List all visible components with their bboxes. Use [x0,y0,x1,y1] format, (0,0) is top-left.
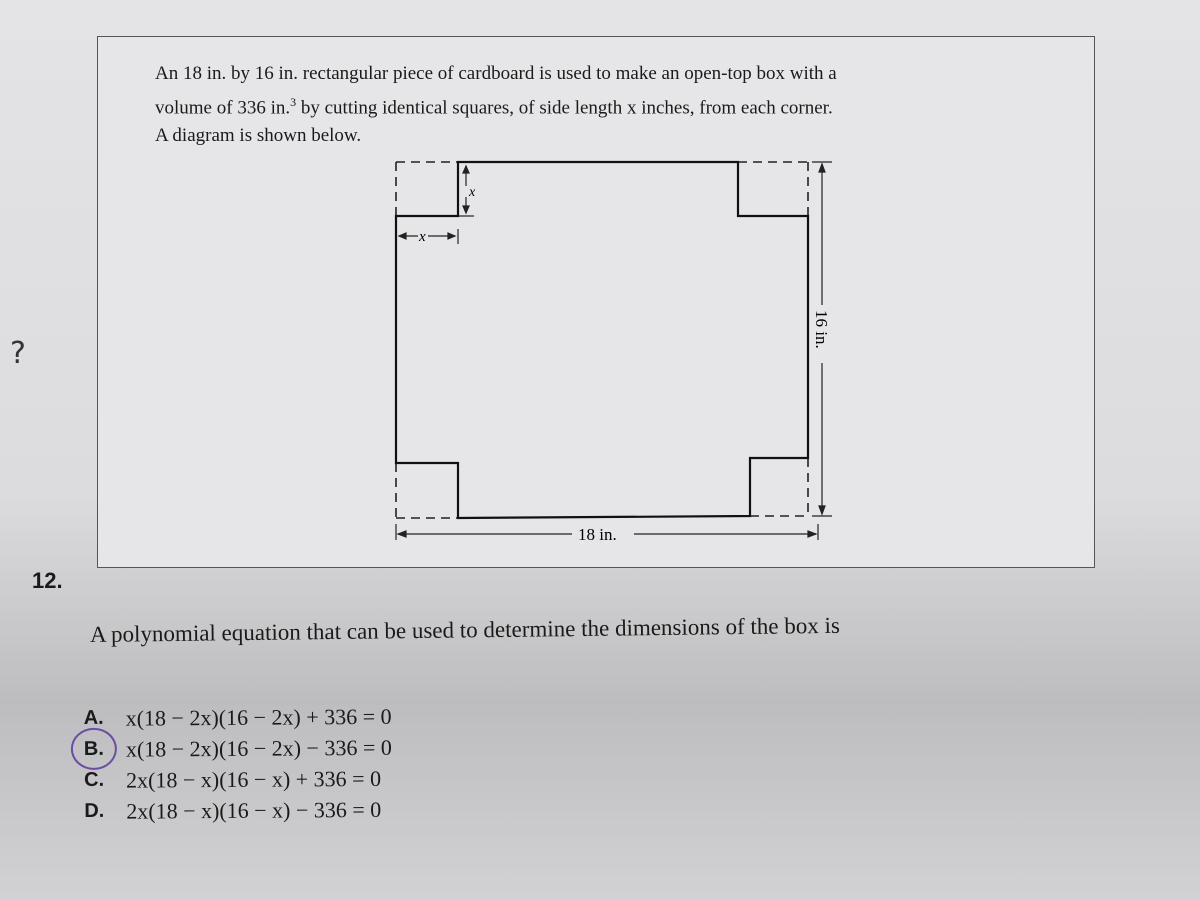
choice-a-letter: A. [83,706,104,729]
choice-b[interactable] [78,732,392,765]
stem-line-3: A diagram is shown below. [155,125,362,147]
choice-d-equation: 2x(18 − x)(16 − x) − 336 = 0 [126,796,382,824]
problem-number: 12. [32,568,63,593]
x-horizontal-dimension [399,229,458,244]
stem-volume-text: volume of 336 in. [155,97,291,119]
choice-d[interactable] [78,794,392,827]
width-label: 18 in. [578,525,617,544]
margin-question-mark: ? [10,336,26,371]
x-horizontal-label: x [419,229,426,245]
answer-choices [78,701,393,827]
choice-a[interactable] [78,701,392,734]
x-vertical-label: x [469,185,476,200]
choice-b-equation: x(18 − 2x)(16 − 2x) − 336 = 0 [125,734,392,762]
choice-a-equation: x(18 − 2x)(16 − 2x) + 336 = 0 [125,703,392,731]
box-outline [396,162,808,518]
question-text: A polynomial equation that can be used to determine the dimensions of the box is [89,612,840,647]
choice-b-letter-circled: B. [78,734,126,765]
cubic-superscript: 3 [290,95,297,109]
choice-c-letter: C. [84,768,105,791]
height-label: 16 in. [812,310,831,349]
choice-c-equation: 2x(18 − x)(16 − x) + 336 = 0 [126,765,382,793]
choice-c[interactable] [78,763,392,796]
stem-cut-text: by cutting identical squares, of side length x inches, from each corner. [296,97,833,119]
stem-line-1: An 18 in. by 16 in. rectangular piece of cardboard is used to make an open-top box with a [155,63,837,84]
choice-d-letter: D. [84,799,105,822]
